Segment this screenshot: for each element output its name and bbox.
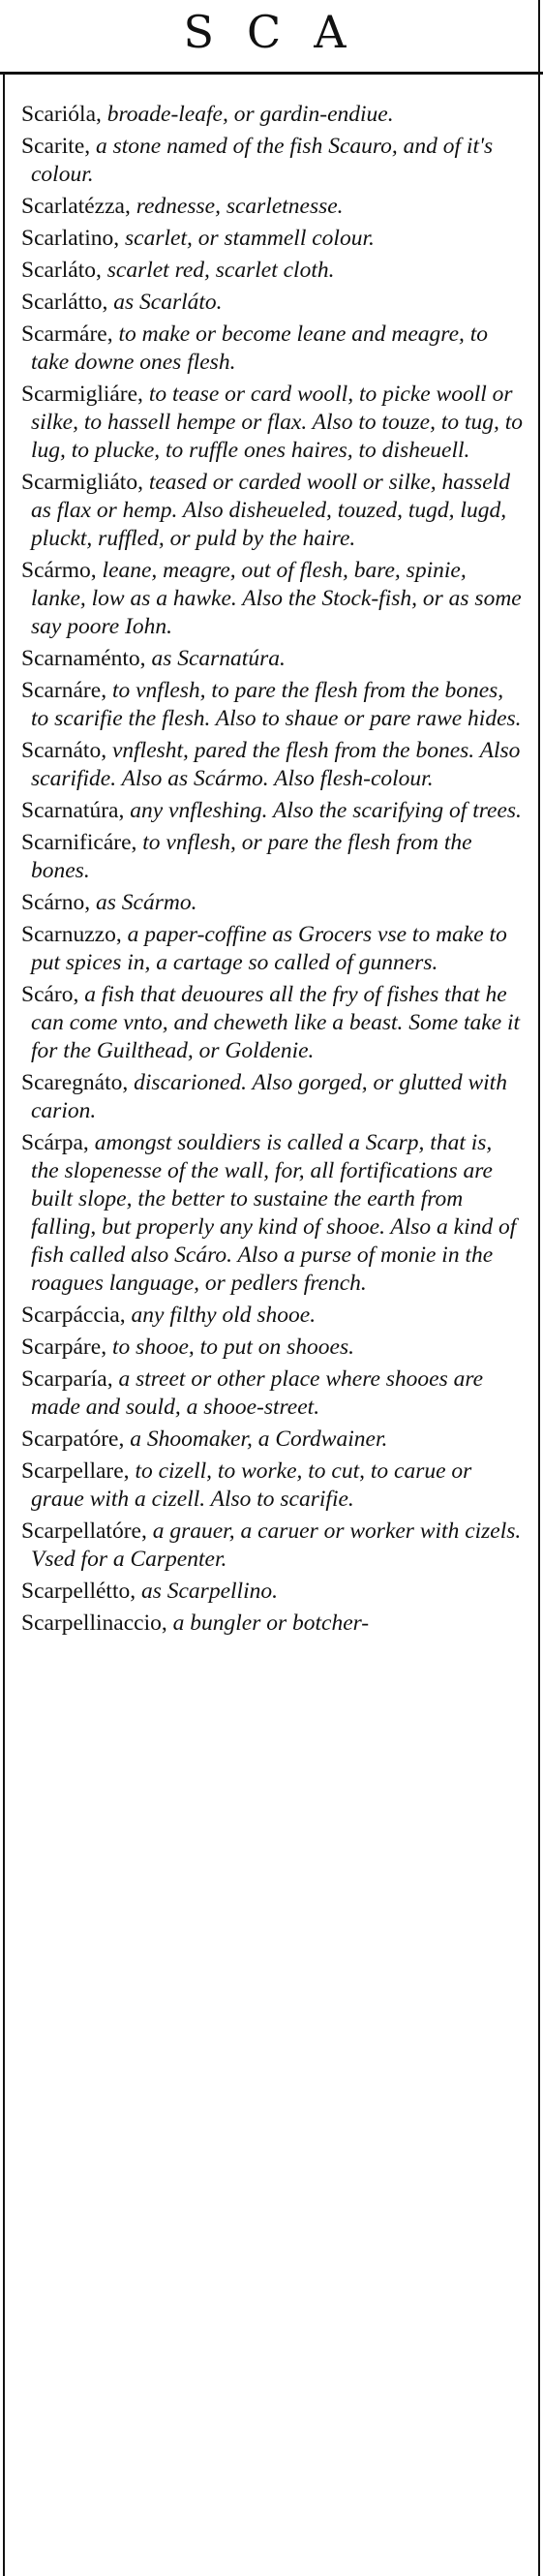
dictionary-entry	[21, 321, 525, 377]
entry-headword: Scármo,	[21, 558, 97, 583]
dictionary-entry	[21, 225, 525, 253]
dictionary-entry	[21, 797, 525, 825]
entry-headword: Scarnaménto,	[21, 646, 146, 671]
dictionary-entry	[21, 1302, 525, 1330]
dictionary-entries	[21, 101, 525, 1641]
dictionary-entry	[21, 1610, 525, 1638]
entry-headword: Scaregnáto,	[21, 1070, 129, 1095]
entry-headword: Scarmigliáre,	[21, 382, 143, 407]
entry-definition: a street or other place where shooes are made and sould, a shooe-street.	[31, 1366, 484, 1420]
dictionary-entry	[21, 645, 525, 673]
dictionary-entry	[21, 981, 525, 1065]
entry-headword: Scarpellétto,	[21, 1579, 136, 1604]
entry-headword: Scarnificáre,	[21, 830, 137, 855]
entry-definition: to vnflesh, or pare the flesh from the bones.	[31, 830, 472, 883]
entry-definition: any vnfleshing. Also the scarifying of trees.	[130, 798, 522, 823]
entry-headword: Scáro,	[21, 982, 79, 1007]
entry-headword: Scarmáre,	[21, 322, 113, 347]
page-title: SCA	[183, 6, 379, 58]
dictionary-entry	[21, 1518, 525, 1574]
entry-headword: Scarnáto,	[21, 738, 107, 763]
entry-headword: Scarláto,	[21, 258, 102, 283]
entry-headword: Scarpáre,	[21, 1334, 107, 1360]
entry-definition: amongst souldiers is called a Scarp, that is, the slopenesse of the wall, for, all fortifications are built slope, the better to sustaine the earth from falling, but properly any kind of shooe. Also a kind of fish called also Scáro. Also a purse of monie in the roagues language, or pedlers french.	[31, 1130, 517, 1296]
dictionary-entry	[21, 557, 525, 641]
entry-definition: a stone named of the fish Scauro, and of it's colour.	[31, 134, 494, 187]
entry-definition: a bungler or botcher-	[172, 1610, 370, 1636]
entry-definition: a fish that deuoures all the fry of fishes that he can come vnto, and cheweth like a beast. Some take it for the Guilthead, or Goldenie.	[31, 982, 521, 1063]
entry-definition: to vnflesh, to pare the flesh from the bones, to scarifie the flesh. Also to shaue or pare rawe hides.	[31, 678, 522, 731]
entry-definition: to make or become leane and meagre, to take downe ones flesh.	[31, 322, 489, 375]
dictionary-entry	[21, 1129, 525, 1298]
page-header	[0, 0, 543, 72]
dictionary-entry	[21, 737, 525, 793]
dictionary-entry	[21, 1334, 525, 1362]
dictionary-entry	[21, 1365, 525, 1422]
entry-definition: any filthy old shooe.	[131, 1303, 317, 1328]
entry-headword: Scárpa,	[21, 1130, 89, 1155]
left-column-rule	[3, 72, 5, 2576]
entry-definition: as Scármo.	[96, 890, 197, 915]
entry-headword: Scarpellatóre,	[21, 1518, 147, 1544]
entry-definition: as Scarpellino.	[140, 1579, 278, 1604]
entry-headword: Scarparía,	[21, 1366, 113, 1392]
dictionary-entry	[21, 1426, 525, 1454]
entry-definition: scarlet, or stammell colour.	[125, 226, 375, 251]
entry-headword: Scarite,	[21, 134, 91, 159]
entry-definition: broade-leafe, or gardin-endiue.	[106, 102, 394, 127]
entry-headword: Scarpatóre,	[21, 1426, 125, 1452]
entry-definition: discarioned. Also gorged, or glutted with carion.	[31, 1070, 507, 1123]
entry-definition: to shooe, to put on shooes.	[111, 1334, 354, 1360]
entry-definition: a paper-coffine as Grocers vse to make to put spices in, a cartage so called of gunners.	[31, 922, 507, 975]
entry-definition: a grauer, a caruer or worker with cizels. Vsed for a Carpenter.	[31, 1518, 522, 1572]
entry-definition: rednesse, scarletnesse.	[136, 194, 344, 219]
right-column-rule	[538, 0, 540, 2576]
entry-definition: vnflesht, pared the flesh from the bones. Also scarifide. Also as Scármo. Also flesh-colour.	[31, 738, 521, 791]
dictionary-entry	[21, 677, 525, 733]
entry-headword: Scarpáccia,	[21, 1303, 126, 1328]
entry-headword: Scarpellare,	[21, 1458, 130, 1484]
dictionary-entry	[21, 921, 525, 977]
entry-headword: Scarmigliáto,	[21, 470, 143, 495]
dictionary-entry	[21, 193, 525, 221]
entry-headword: Scarnatúra,	[21, 798, 125, 823]
entry-definition: as Scarnatúra.	[151, 646, 286, 671]
entry-headword: Scarlátto,	[21, 290, 108, 315]
entry-headword: Scarlatino,	[21, 226, 120, 251]
entry-headword: Scarlatézza,	[21, 194, 131, 219]
entry-headword: Scarnáre,	[21, 678, 107, 703]
dictionary-entry	[21, 101, 525, 129]
entry-definition: as Scarláto.	[113, 290, 223, 315]
entry-definition: to cizell, to worke, to cut, to carue or graue with a cizell. Also to scarifie.	[31, 1458, 472, 1512]
header-rule	[0, 72, 543, 75]
entry-headword: Scarióla,	[21, 102, 102, 127]
entry-definition: teased or carded wooll or silke, hasseld as flax or hemp. Also disheueled, touzed, tugd, lugd, pluckt, ruffled, or puld by the haire.	[31, 470, 510, 551]
entry-headword: Scárno,	[21, 890, 91, 915]
dictionary-entry	[21, 1578, 525, 1606]
dictionary-entry	[21, 889, 525, 917]
entry-definition: a Shoomaker, a Cordwainer.	[130, 1426, 388, 1452]
dictionary-entry	[21, 1069, 525, 1125]
entry-headword: Scarpellinaccio,	[21, 1610, 167, 1636]
dictionary-entry	[21, 133, 525, 189]
entry-definition: leane, meagre, out of flesh, bare, spinie, lanke, low as a hawke. Also the Stock-fish, or as some say poore Iohn.	[31, 558, 522, 639]
entry-definition: to tease or card wooll, to picke wooll or silke, to hassell hempe or flax. Also to touze, to tug, to lug, to plucke, to ruffle ones haires, to disheuell.	[31, 382, 524, 463]
dictionary-entry	[21, 381, 525, 465]
entry-definition: scarlet red, scarlet cloth.	[106, 258, 335, 283]
dictionary-entry	[21, 289, 525, 317]
dictionary-entry	[21, 469, 525, 553]
entry-headword: Scarnuzzo,	[21, 922, 122, 947]
dictionary-entry	[21, 829, 525, 885]
dictionary-entry	[21, 1457, 525, 1514]
dictionary-entry	[21, 257, 525, 285]
